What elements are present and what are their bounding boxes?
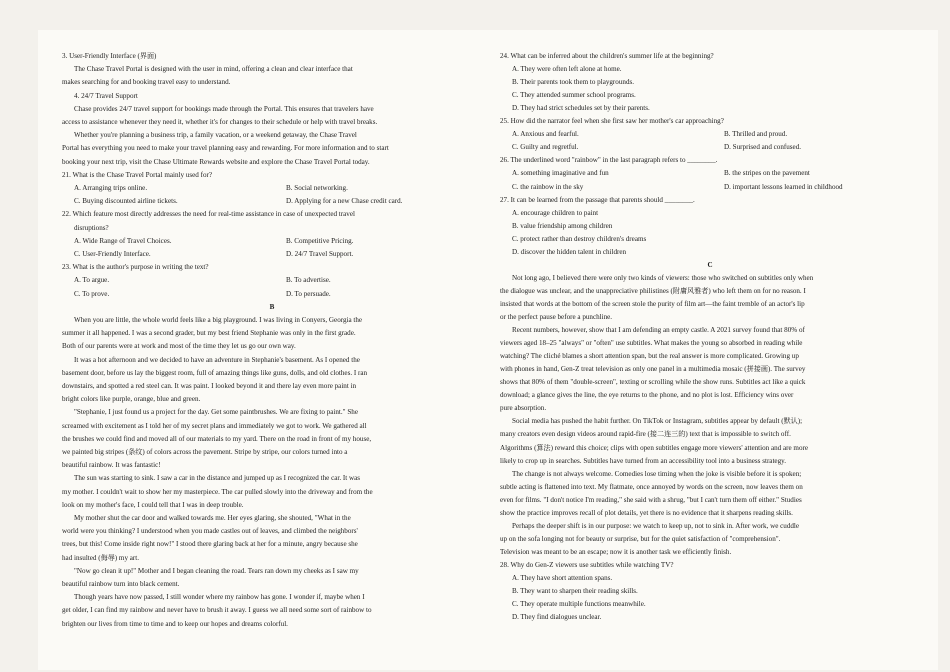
- text-line: It was a hot afternoon and we decided to have an adventure in Stephanie's basement. As I opened the: [74, 355, 360, 364]
- question-stem: 22. Which feature most directly addresses the need for real-time assistance in case of unexpected travel: [62, 210, 355, 219]
- text-line: insisted that words at the bottom of the screen stole the purity of film art—the faint tremble of an actor's lip: [500, 299, 805, 308]
- text-line: downstairs, and spotted a red steel can. It was paint. I looked beyond it and there lay even more paint in: [62, 382, 357, 390]
- text-line: look on my mother's face, I could tell that I was in deep trouble.: [62, 500, 244, 509]
- text-line: Chase provides 24/7 travel support for bookings made through the Portal. This ensures that travelers have: [74, 104, 374, 113]
- text-line: Though years have now passed, I still wonder where my rainbow has gone. I wonder if, maybe when I: [74, 593, 365, 602]
- text-line: C. They attended summer school programs.: [512, 91, 636, 100]
- text-line: the dialogue was unclear, and the unappreciative philistines (附庸风雅者) who left them on for no reason. I: [500, 286, 806, 295]
- text-line: access to assistance whenever they need it, whether it's for changes to their schedule or help with travel breaks.: [62, 118, 378, 126]
- answer-option: A. something imaginative and fun: [512, 169, 609, 178]
- text-line: had insulted (侮辱) my art.: [62, 553, 140, 562]
- text-line: or the perfect pause before a punchline.: [500, 313, 613, 321]
- text-line: A. They have short attention spans.: [512, 574, 613, 582]
- text-line: Algorithms (算法) reward this choice; clips with open subtitles engage more viewers' attention and are more: [500, 443, 808, 452]
- answer-option: B. the stripes on the pavement: [724, 169, 810, 178]
- answer-option: D. important lessons learned in childhood: [724, 182, 843, 191]
- text-line: beautiful rainbow. It was fantastic!: [62, 461, 161, 470]
- text-line: get older, I can find my rainbow and never have to brush it away. I guess we all need some sort of rainbow to: [62, 606, 372, 615]
- text-line: D. They find dialogues unclear.: [512, 613, 602, 622]
- text-line: likely to crop up in searches. Subtitles have turned from an accessibility tool into a business strategy.: [500, 456, 786, 465]
- text-line: "Now go clean it up!" Mother and I began cleaning the road. Tears ran down my cheeks as I saw my: [74, 566, 359, 575]
- text-line: beautiful rainbow turn into black cement.: [62, 580, 180, 588]
- answer-option: B. To advertise.: [286, 276, 331, 285]
- text-line: Recent numbers, however, show that I am defending an empty castle. A 2021 survey found that 80% of: [512, 326, 805, 335]
- text-line: many creators even design videos around rapid-fire (接二连三的) text that is impossible to switch off.: [500, 430, 791, 439]
- text-line: The sun was starting to sink. I saw a car in the distance and jumped up as I recognized the car. It was: [74, 474, 361, 483]
- text-line: Portal has everything you need to make your travel planning easy and rewarding. For more information and to start: [62, 144, 389, 153]
- answer-option: D. Surprised and confused.: [724, 143, 802, 152]
- text-line: show the practice improves recall of plot details, yet there is no evidence that it sharpens reading skills.: [500, 508, 793, 517]
- text-line: "Stephanie, I just found us a project for the day. Get some paintbrushes. We are fixing to paint." She: [74, 408, 358, 417]
- question-stem: 23. What is the author's purpose in writing the text?: [62, 263, 209, 272]
- question-stem: 28. Why do Gen-Z viewers use subtitles while watching TV?: [500, 560, 674, 569]
- answer-option: B. Thrilled and proud.: [724, 130, 788, 139]
- answer-option: D. To persuade.: [286, 289, 331, 298]
- text-line: my mother. I couldn't wait to show her my masterpiece. The car pulled slowly into the driveway and from the: [62, 487, 373, 496]
- question-stem: 25. How did the narrator feel when she first saw her mother's car approaching?: [500, 117, 724, 126]
- text-line: C. They operate multiple functions meanwhile.: [512, 600, 646, 609]
- text-line: pure absorption.: [500, 404, 547, 413]
- text-line: B. They want to sharpen their reading skills.: [512, 587, 638, 596]
- question-stem: 27. It can be learned from the passage that parents should ________.: [500, 195, 695, 204]
- text-line: with phones in hand, Gen-Z treat television as only one panel in a multimedia mosaic (拼接画). The survey: [500, 365, 806, 374]
- text-line: disruptions?: [74, 223, 109, 232]
- text-line: shows that 80% of them "double-screen", texting or scrolling while the show runs. Subtitles act like a quick: [500, 378, 806, 387]
- text-line: Whether you're planning a business trip, a family vacation, or a weekend getaway, the Chase Travel: [74, 131, 357, 140]
- answer-option: C. Guilty and regretful.: [512, 143, 579, 152]
- text-line: Perhaps the deeper shift is in our purpose: we watch to keep up, not to sink in. After work, we cuddle: [512, 521, 800, 530]
- text-line: B. Their parents took them to playgrounds.: [512, 78, 635, 87]
- text-line: up on the sofa longing not for beauty or surprise, but for the quiet satisfaction of "comprehension".: [500, 534, 781, 543]
- question-stem: 24. What can be inferred about the children's summer life at the beginning?: [500, 52, 714, 60]
- text-line: booking your next trip, visit the Chase Ultimate Rewards website and explore the Chase Travel Portal today.: [62, 157, 370, 166]
- answer-option: A. Wide Range of Travel Choices.: [74, 236, 172, 245]
- text-line: makes searching for and booking travel easy to understand.: [62, 78, 231, 87]
- text-line: the brushes we could find and moved all of our materials to my yard. There on the road in front of my house,: [62, 434, 372, 443]
- answer-option: C. Buying discounted airline tickets.: [74, 197, 178, 206]
- answer-option: C. the rainbow in the sky: [512, 182, 584, 191]
- text-line: bright colors like purple, orange, blue and green.: [62, 395, 201, 404]
- text-line: D. discover the hidden talent in children: [512, 247, 627, 256]
- text-line: 4. 24/7 Travel Support: [74, 91, 138, 100]
- answer-option: C. User-Friendly Interface.: [74, 250, 151, 258]
- answer-option: C. To prove.: [74, 289, 110, 298]
- text-line: Both of our parents were at work and most of the time they let us go our own way.: [62, 342, 296, 351]
- text-line: The change is not always welcome. Comedies lose timing when the joke is visible before it is spoken;: [512, 469, 802, 478]
- answer-option: A. Anxious and fearful.: [512, 130, 579, 139]
- answer-option: B. Competitive Pricing.: [286, 236, 354, 245]
- question-stem: 3. User-Friendly Interface (界面): [62, 52, 157, 60]
- section-heading: B: [269, 302, 275, 311]
- question-stem: 26. The underlined word "rainbow" in the last paragraph refers to ________.: [500, 156, 718, 165]
- text-line: C. protect rather than destroy children's dreams: [512, 234, 647, 243]
- answer-option: B. Social networking.: [286, 184, 348, 192]
- text-line: D. They had strict schedules set by their parents.: [512, 104, 650, 113]
- text-line: The Chase Travel Portal is designed with the user in mind, offering a clean and clear interface that: [74, 65, 353, 74]
- answer-option: A. To argue.: [74, 276, 110, 285]
- text-line: My mother shut the car door and walked towards me. Her eyes glaring, she shouted, "What in the: [74, 514, 351, 522]
- text-line: trees, but this! Come inside right now!" I stood there glaring back at her for a minute, angry because she: [62, 540, 358, 549]
- answer-option: A. Arranging trips online.: [74, 184, 148, 192]
- answer-option: D. Applying for a new Chase credit card.: [286, 197, 403, 206]
- text-line: summer it all happened. I was a second grader, but my best friend Stephanie was only in the first grade.: [62, 329, 356, 338]
- text-line: even for films. "I don't notice I'm reading," she said with a shrug, "but I can't turn them off either." Studies: [500, 495, 802, 504]
- section-heading: C: [707, 260, 713, 269]
- text-line: B. value friendship among children: [512, 221, 613, 230]
- text-line: watching? The cliché blames a short attention span, but the real answer is more complicated. Growing up: [500, 352, 799, 361]
- text-line: basement door, before us lay the biggest room, full of amazing things like guns, dolls, and old clothes. I ran: [62, 368, 368, 377]
- text-line: A. They were often left alone at home.: [512, 65, 622, 74]
- text-line: subtle acting is flattened into text. My flatmate, once annoyed by words on the screen, now leaves them on: [500, 482, 803, 491]
- text-line: Television was meant to be an escape; now it is another task we efficiently finish.: [500, 547, 732, 556]
- text-line: brighten our lives from time to time and to keep our hopes and dreams colorful.: [62, 619, 288, 628]
- text-line: Not long ago, I believed there were only two kinds of viewers: those who switched on subtitles only when: [512, 273, 814, 282]
- text-line: When you are little, the whole world feels like a big playground. I was living in Conyers, Georgia the: [74, 316, 363, 324]
- exam-page: [38, 30, 938, 670]
- text-line: viewers aged 18–25 "always" or "often" use subtitles. What makes the young so absorbed in reading while: [500, 339, 803, 348]
- text-line: download; a glance gives the line, the eye returns to the phone, and no plot is lost. Efficiency wins over: [500, 391, 794, 400]
- text-line: A. encourage children to paint: [512, 208, 599, 217]
- text-line: screamed with excitement as I told her of my secret plans and immediately we got to work. We gathered all: [62, 421, 367, 430]
- question-stem: 21. What is the Chase Travel Portal mainly used for?: [62, 170, 212, 179]
- text-line: Social media has pushed the habit further. On TikTok or Instagram, subtitles appear by default (默认);: [512, 417, 803, 426]
- answer-option: D. 24/7 Travel Support.: [286, 250, 354, 258]
- text-line: we painted big stripes (条纹) of colors across the pavement. Stripe by stripe, our colors turned into a: [62, 448, 348, 456]
- text-line: world were you thinking? I understood when you made castles out of leaves, and climbed the neighbors': [62, 527, 358, 536]
